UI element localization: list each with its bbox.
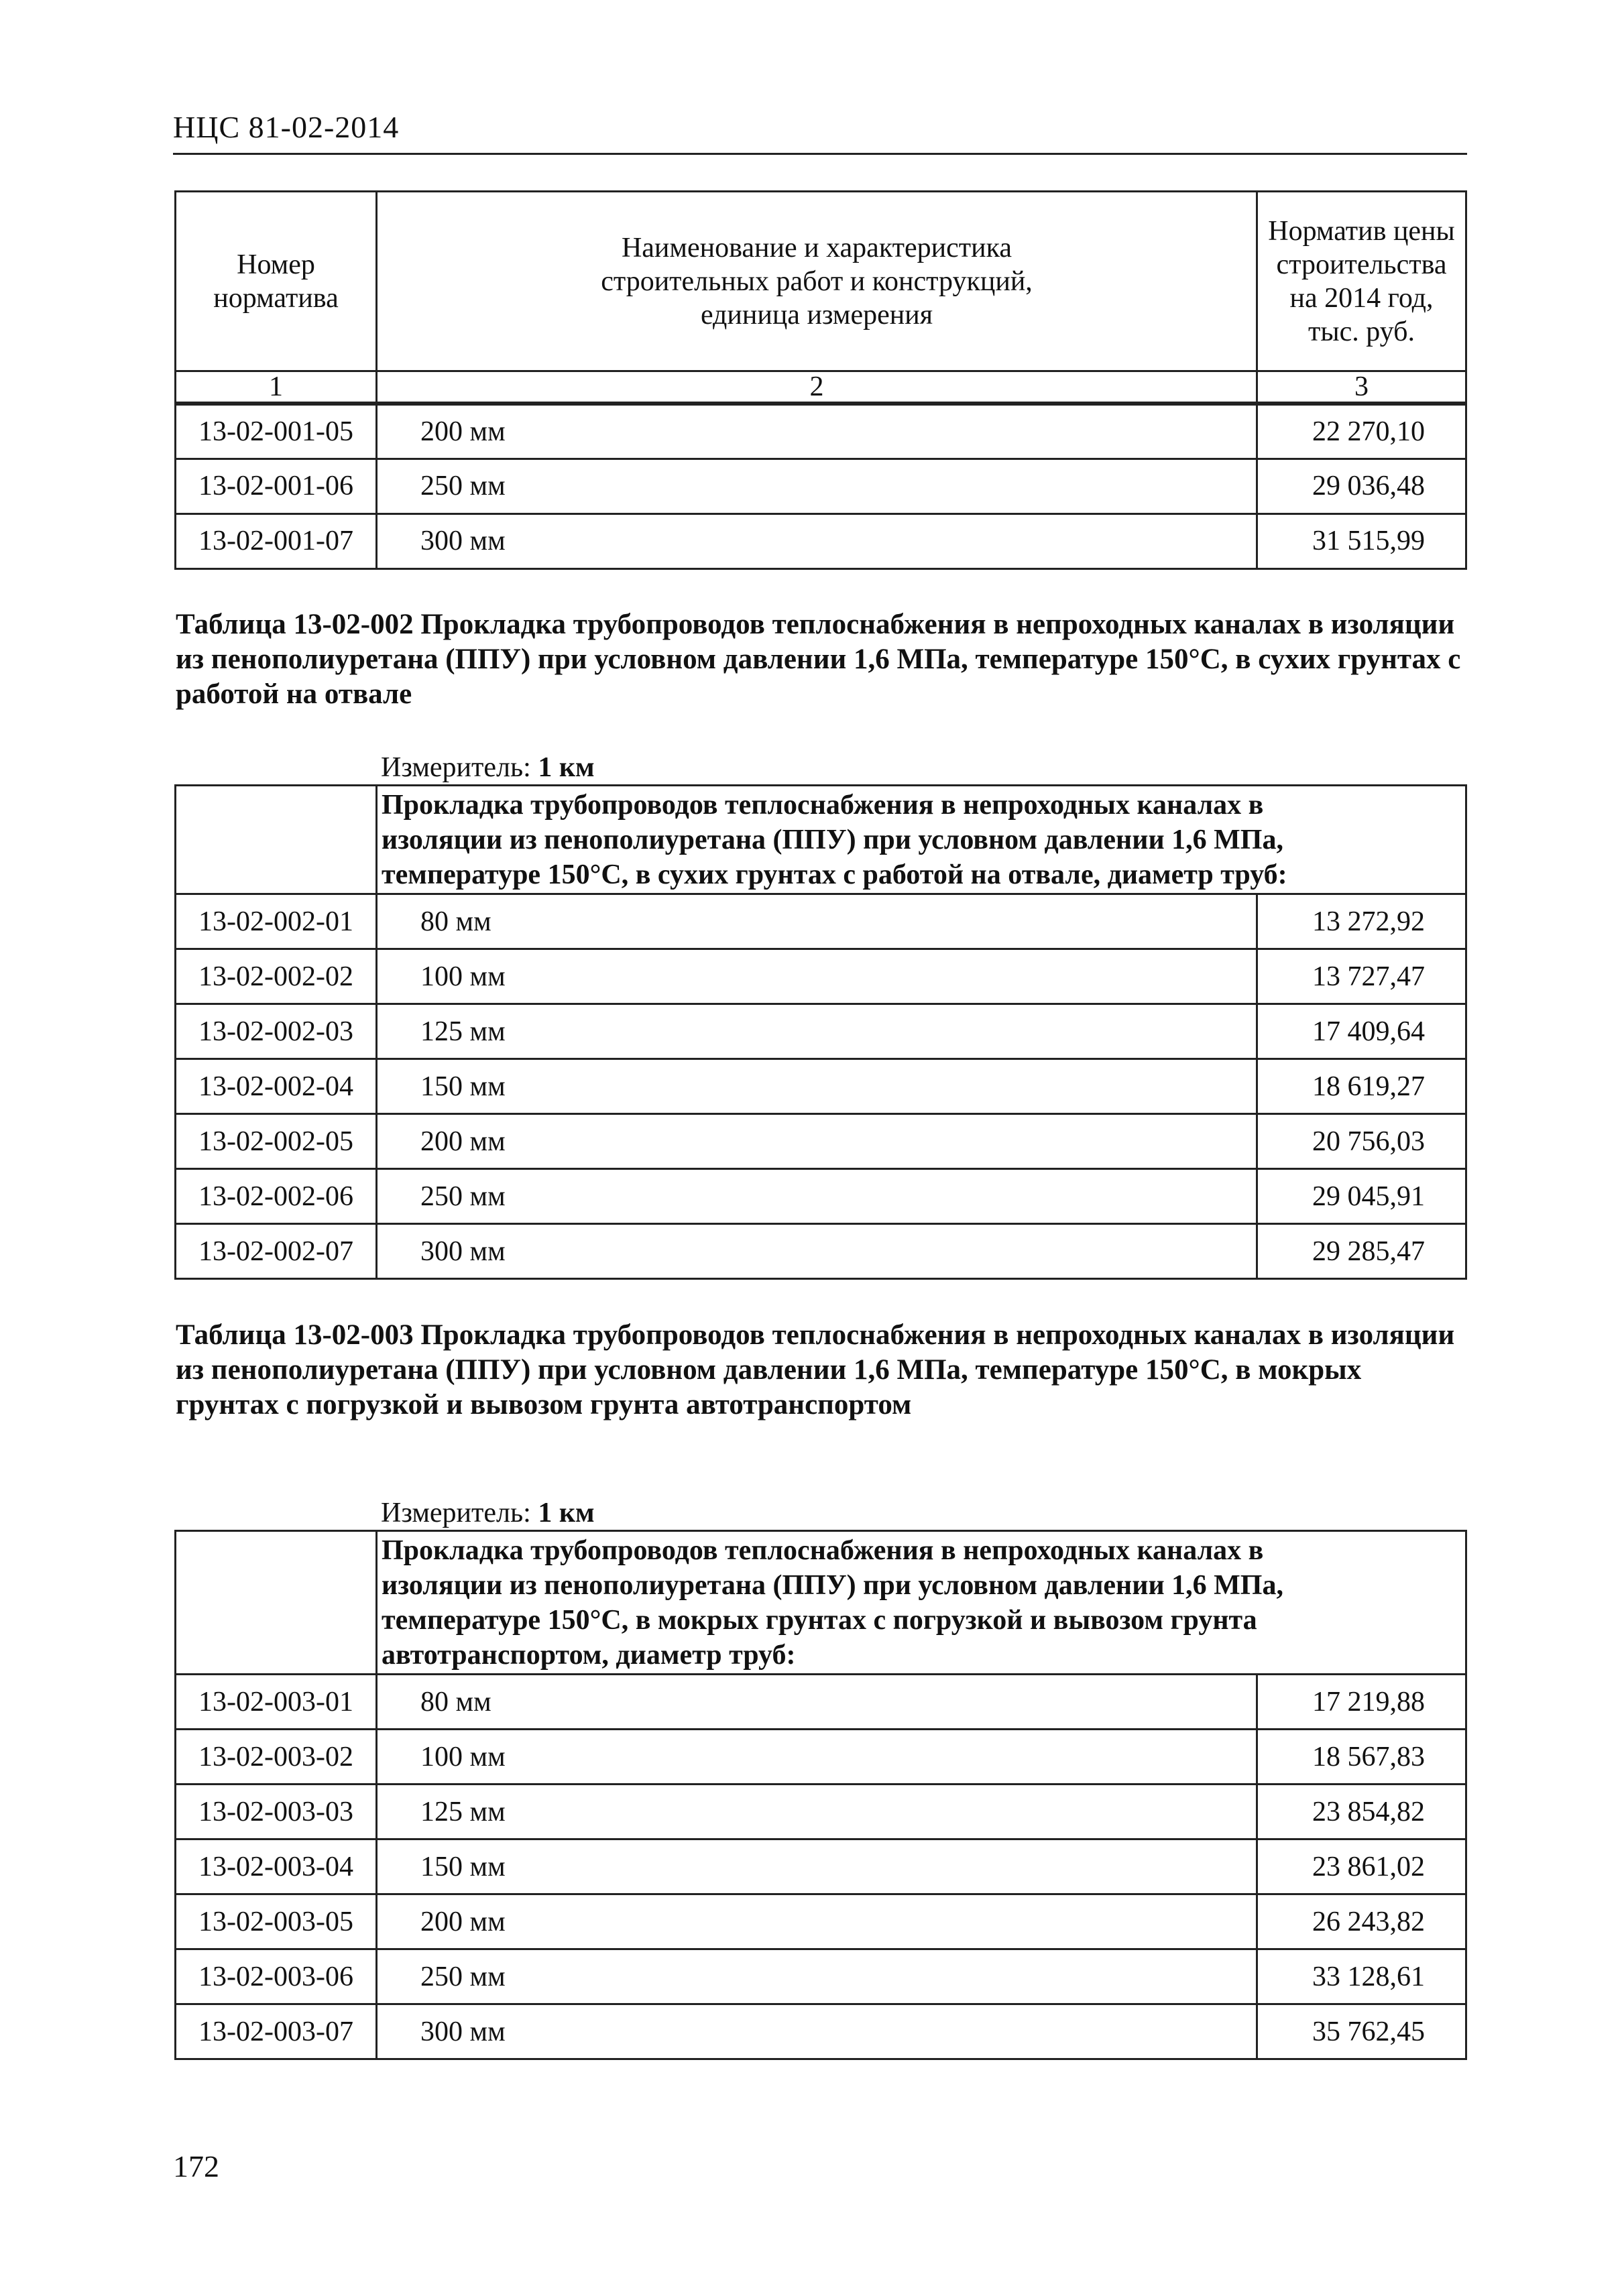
norm-price: 29 036,48 — [1257, 459, 1466, 513]
table-13-02-002 — [174, 784, 1467, 1280]
column-number: 2 — [377, 371, 1257, 404]
table-13-02-003 — [174, 1530, 1467, 2060]
norm-price: 18 567,83 — [1257, 1730, 1466, 1785]
table-13-02-001 — [174, 190, 1467, 570]
norm-code: 13-02-002-03 — [176, 1004, 377, 1059]
table-caption-number: Таблица 13-02-002 — [176, 609, 414, 640]
measure-unit: 1 км — [538, 752, 595, 783]
table-caption-text: Прокладка трубопроводов теплоснабжения в непроходных каналах в изоляции из пенополиуретана (ППУ) при условном давлении 1,6 МПа, температуре 150°С, в мокрых грунтах с погрузкой и вывозом грунта автотранспортом — [176, 1319, 1455, 1421]
measure-unit: 1 км — [538, 1498, 595, 1528]
norm-price: 23 861,02 — [1257, 1839, 1466, 1894]
norm-code: 13-02-003-03 — [176, 1785, 377, 1839]
norm-name: 250 мм — [377, 459, 1257, 513]
norm-name: 200 мм — [377, 1114, 1257, 1169]
norm-name: 150 мм — [377, 1059, 1257, 1114]
norm-name: 125 мм — [377, 1785, 1257, 1839]
measure-label-13-02-003 — [381, 1496, 595, 1530]
table-row — [176, 1839, 1466, 1894]
norm-name: 150 мм — [377, 1839, 1257, 1894]
norm-price: 20 756,03 — [1257, 1114, 1466, 1169]
norm-price: 35 762,45 — [1257, 2004, 1466, 2059]
table-caption-13-02-003 — [176, 1318, 1467, 1423]
measure-label: Измеритель: — [381, 752, 531, 783]
norm-table-13-02-003 — [174, 1530, 1467, 2060]
norm-name: 100 мм — [377, 949, 1257, 1004]
column-number: 1 — [176, 371, 377, 404]
norm-name: 125 мм — [377, 1004, 1257, 1059]
header-rule — [173, 153, 1467, 155]
norm-code: 13-02-002-02 — [176, 949, 377, 1004]
norm-price: 13 272,92 — [1257, 894, 1466, 949]
measure-label-13-02-002 — [381, 751, 595, 784]
column-header-name: Наименование и характеристика строительных работ и конструкций, единица измерения — [377, 192, 1257, 371]
group-title: Прокладка трубопроводов теплоснабжения в непроходных каналах в изоляции из пенополиуретана (ППУ) при условном давлении 1,6 МПа, температуре 150°С, в сухих грунтах с работой на отвале, диаметр труб: — [377, 786, 1466, 894]
norm-code: 13-02-001-07 — [176, 513, 377, 568]
table-row — [176, 1675, 1466, 1730]
column-number: 3 — [1257, 371, 1466, 404]
group-title-row — [176, 786, 1466, 894]
table-row — [176, 404, 1466, 459]
norm-price: 26 243,82 — [1257, 1894, 1466, 1949]
group-title-row — [176, 1531, 1466, 1675]
norm-code: 13-02-002-01 — [176, 894, 377, 949]
table-row — [176, 2004, 1466, 2059]
norm-name: 300 мм — [377, 513, 1257, 568]
norm-price: 13 727,47 — [1257, 949, 1466, 1004]
norm-code: 13-02-002-05 — [176, 1114, 377, 1169]
norm-code: 13-02-003-07 — [176, 2004, 377, 2059]
table-row — [176, 1114, 1466, 1169]
table-header-row — [176, 192, 1466, 371]
table-row — [176, 1169, 1466, 1224]
norm-price: 17 409,64 — [1257, 1004, 1466, 1059]
norm-table-13-02-002 — [174, 784, 1467, 1280]
norm-name: 250 мм — [377, 1169, 1257, 1224]
norm-price: 31 515,99 — [1257, 513, 1466, 568]
table-row — [176, 1730, 1466, 1785]
norm-name: 80 мм — [377, 1675, 1257, 1730]
page-number: 172 — [173, 2149, 219, 2183]
document-code: НЦС 81-02-2014 — [173, 110, 400, 144]
table-row — [176, 1785, 1466, 1839]
column-header-price: Норматив цены строительства на 2014 год, тыс. руб. — [1257, 192, 1466, 371]
norm-code: 13-02-003-04 — [176, 1839, 377, 1894]
empty-cell — [176, 1531, 377, 1675]
norm-price: 29 285,47 — [1257, 1224, 1466, 1279]
norm-code: 13-02-003-06 — [176, 1949, 377, 2004]
norm-name: 80 мм — [377, 894, 1257, 949]
table-row — [176, 1894, 1466, 1949]
empty-cell — [176, 786, 377, 894]
norm-code: 13-02-003-02 — [176, 1730, 377, 1785]
norm-code: 13-02-003-05 — [176, 1894, 377, 1949]
norm-price: 17 219,88 — [1257, 1675, 1466, 1730]
norm-code: 13-02-001-06 — [176, 459, 377, 513]
table-caption-number: Таблица 13-02-003 — [176, 1319, 414, 1351]
table-row — [176, 894, 1466, 949]
norm-name: 100 мм — [377, 1730, 1257, 1785]
table-row — [176, 459, 1466, 513]
norm-name: 200 мм — [377, 1894, 1257, 1949]
norm-table-13-02-001 — [174, 190, 1467, 570]
norm-code: 13-02-002-07 — [176, 1224, 377, 1279]
table-row — [176, 1949, 1466, 2004]
norm-price: 29 045,91 — [1257, 1169, 1466, 1224]
table-row — [176, 949, 1466, 1004]
norm-price: 22 270,10 — [1257, 404, 1466, 459]
norm-code: 13-02-001-05 — [176, 404, 377, 459]
norm-name: 300 мм — [377, 2004, 1257, 2059]
table-row — [176, 1224, 1466, 1279]
column-number-row — [176, 371, 1466, 404]
measure-label: Измеритель: — [381, 1498, 531, 1528]
norm-price: 23 854,82 — [1257, 1785, 1466, 1839]
norm-code: 13-02-003-01 — [176, 1675, 377, 1730]
norm-code: 13-02-002-04 — [176, 1059, 377, 1114]
table-row — [176, 1004, 1466, 1059]
norm-name: 250 мм — [377, 1949, 1257, 2004]
norm-code: 13-02-002-06 — [176, 1169, 377, 1224]
norm-price: 18 619,27 — [1257, 1059, 1466, 1114]
norm-name: 200 мм — [377, 404, 1257, 459]
column-header-code: Номер норматива — [176, 192, 377, 371]
table-row — [176, 1059, 1466, 1114]
table-caption-13-02-002 — [176, 607, 1467, 712]
group-title: Прокладка трубопроводов теплоснабжения в непроходных каналах в изоляции из пенополиуретана (ППУ) при условном давлении 1,6 МПа, температуре 150°С, в мокрых грунтах с погрузкой и вывозом грунта автотранспортом, диаметр труб: — [377, 1531, 1466, 1675]
table-row — [176, 513, 1466, 568]
table-caption-text: Прокладка трубопроводов теплоснабжения в непроходных каналах в изоляции из пенополиуретана (ППУ) при условном давлении 1,6 МПа, температуре 150°С, в сухих грунтах с работой на отвале — [176, 609, 1461, 710]
norm-name: 300 мм — [377, 1224, 1257, 1279]
norm-price: 33 128,61 — [1257, 1949, 1466, 2004]
